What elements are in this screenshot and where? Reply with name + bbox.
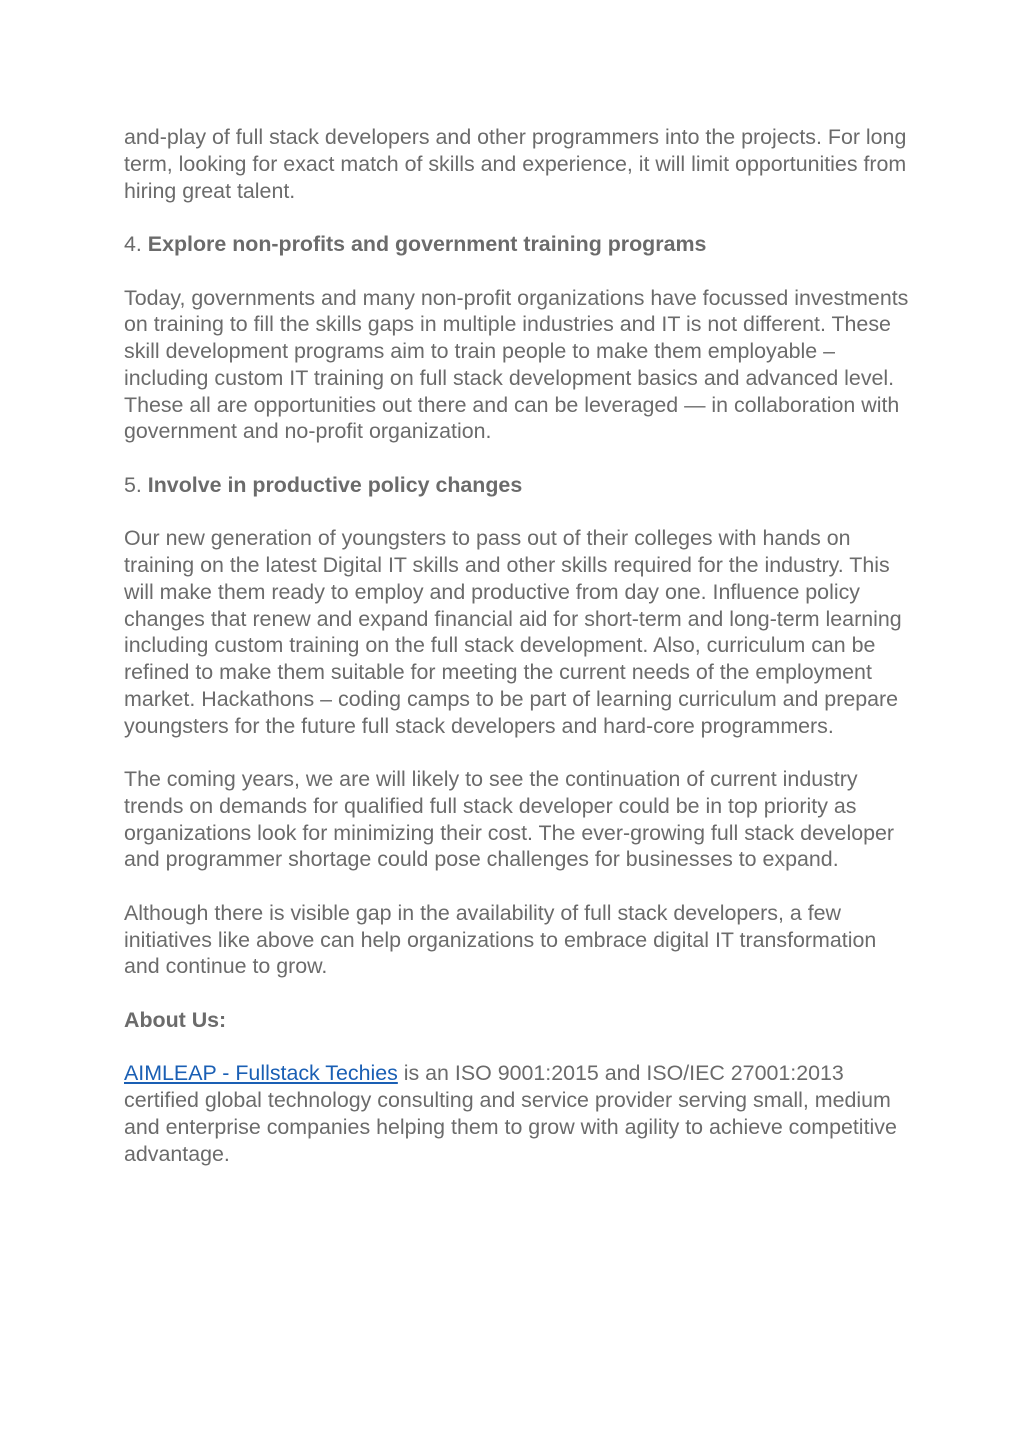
aimleap-link[interactable]: AIMLEAP - Fullstack Techies bbox=[124, 1061, 398, 1086]
section-4-title: Explore non-profits and government training programs bbox=[147, 232, 707, 256]
intro-continuation-text: and-play of full stack developers and other programmers into the projects. For long term, looking for exact match of skills and experience, it will limit opportunities from hiring great talent. bbox=[124, 125, 907, 203]
section-5-body-text: Our new generation of youngsters to pass out of their colleges with hands on training on the latest Digital IT skills and other skills required for the industry. This will make them ready to employ and productive from day one. Influence policy changes that renew and expand financial aid for short-term and long-term learning including custom training on the full stack development. Also, curriculum can be refined to make them suitable for meeting the current needs of the employment market. Hackathons – coding camps to be part of learning curriculum and prepare youngsters for the future full stack developers and hard-core programmers. bbox=[124, 526, 902, 738]
document-page bbox=[124, 124, 914, 1194]
section-4-heading bbox=[124, 231, 914, 258]
about-us-text: is an ISO 9001:2015 and ISO/IEC 27001:2013 certified global technology consulting and service provider serving small, medium and enterprise companies helping them to grow with agility to achieve competitive advantage. bbox=[124, 1061, 897, 1166]
about-us-paragraph bbox=[124, 1060, 914, 1167]
section-5-body-paragraph bbox=[124, 525, 914, 739]
coming-years-paragraph bbox=[124, 766, 914, 873]
coming-years-text: The coming years, we are will likely to see the continuation of current industry trends on demands for qualified full stack developer could be in top priority as organizations look for minimizing their cost. The ever-growing full stack developer and programmer shortage could pose challenges for businesses to expand. bbox=[124, 767, 895, 872]
although-text: Although there is visible gap in the availability of full stack developers, a few initiatives like above can help organizations to embrace digital IT transformation and continue to grow. bbox=[124, 900, 877, 979]
section-5-number: 5. bbox=[124, 472, 148, 497]
section-5-heading bbox=[124, 472, 914, 499]
section-4-body-paragraph bbox=[124, 285, 914, 446]
about-us-title: About Us: bbox=[124, 1007, 227, 1032]
about-us-heading bbox=[124, 1007, 914, 1034]
although-paragraph bbox=[124, 900, 914, 980]
section-5-title: Involve in productive policy changes bbox=[147, 472, 523, 497]
section-4-number: 4. bbox=[124, 232, 148, 256]
intro-continuation-paragraph bbox=[124, 124, 914, 204]
section-4-body-text: Today, governments and many non-profit organizations have focussed investments on training to fill the skills gaps in multiple industries and IT is not different. These skill development programs aim to train people to make them employable – including custom IT training on full stack development basics and advanced level. These all are opportunities out there and can be leveraged — in collaboration with government and no-profit organization. bbox=[124, 285, 909, 444]
